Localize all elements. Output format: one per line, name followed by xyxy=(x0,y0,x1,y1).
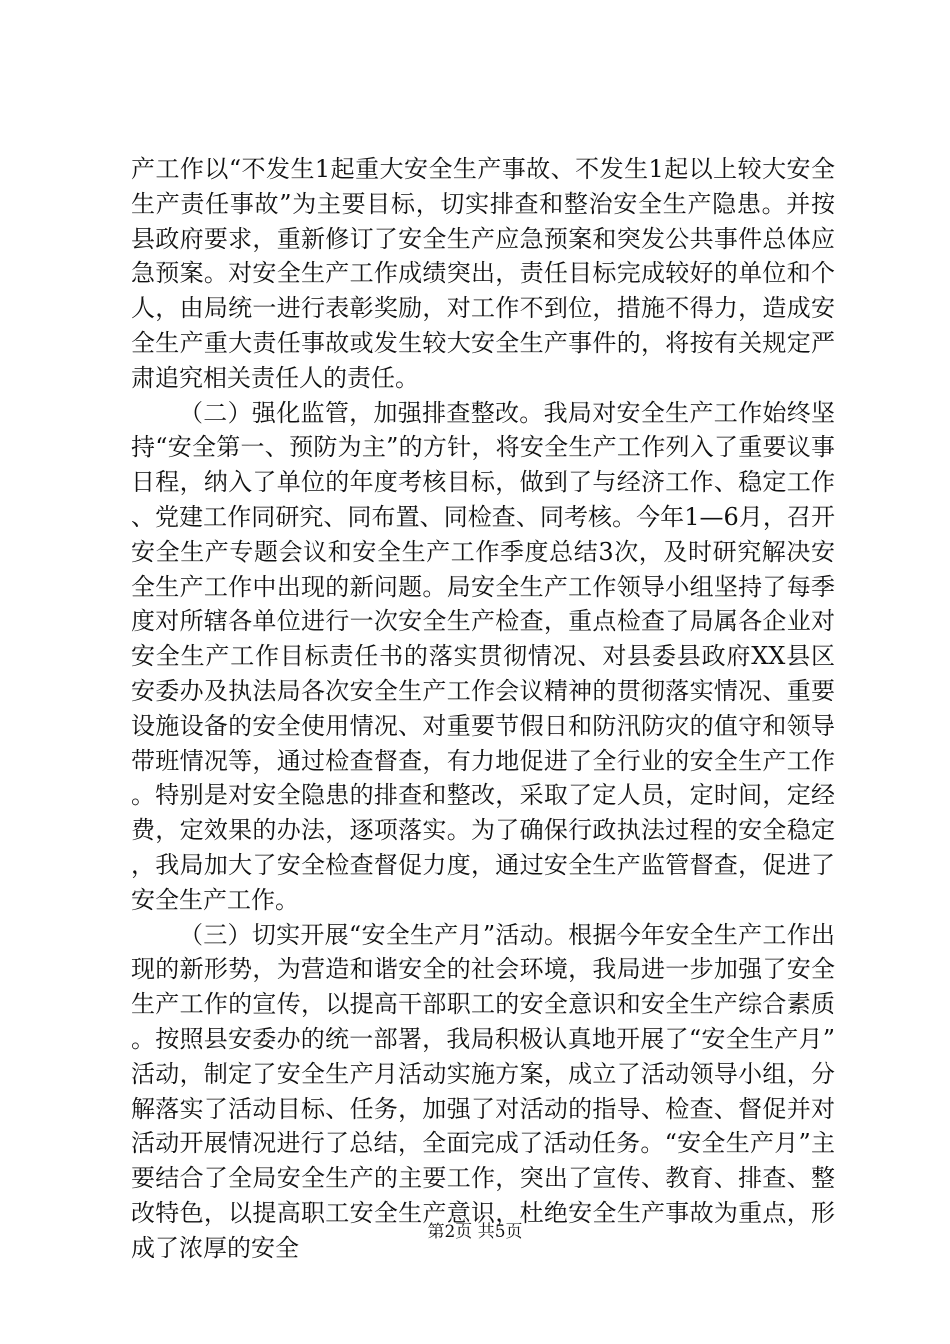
page-footer xyxy=(0,1217,950,1242)
paragraph-1: 产工作以“不发生1起重大安全生产事故、不发生1起以上较大安全生产责任事故”为主要目标，切实排查和整治安全生产隐患。并按县政府要求，重新修订了安全生产应急预案和突发公共事件总体应急预案。对安全生产工作成绩突出，责任目标完成较好的单位和个人，由局统一进行表彰奖励，对工作不到位，措施不得力，造成安全生产重大责任事故或发生较大安全生产事件的，将按有关规定严肃追究相关责任人的责任。 xyxy=(131,155,835,392)
page-number-label: 第2页 共5页 xyxy=(427,1222,523,1242)
document-body xyxy=(131,152,835,1266)
paragraph-2: （二）强化监管，加强排查整改。我局对安全生产工作始终坚持“安全第一、预防为主”的方针，将安全生产工作列入了重要议事日程，纳入了单位的年度考核目标，做到了与经济工作、稳定工作、党建工作同研究、同布置、同检查、同考核。今年1—6月，召开安全生产专题会议和安全生产工作季度总结3次，及时研究解决安全生产工作中出现的新问题。局安全生产工作领导小组坚持了每季度对所辖各单位进行一次安全生产检查，重点检查了局属各企业对安全生产工作目标责任书的落实贯彻情况、对县委县政府XX县区安委办及执法局各次安全生产工作会议精神的贯彻落实情况、重要设施设备的安全使用情况、对重要节假日和防汛防灾的值守和领导带班情况等，通过检查督查，有力地促进了全行业的安全生产工作。特别是对安全隐患的排查和整改，采取了定人员，定时间，定经费，定效果的办法，逐项落实。为了确保行政执法过程的安全稳定，我局加大了安全检查督促力度，通过安全生产监管督查，促进了安全生产工作。 xyxy=(131,398,835,914)
paragraph-3: （三）切实开展“安全生产月”活动。根据今年安全生产工作出现的新形势，为营造和谐安全的社会环境，我局进一步加强了安全生产工作的宣传，以提高干部职工的安全意识和安全生产综合素质。按照县安委办的统一部署，我局积极认真地开展了“安全生产月”活动，制定了安全生产月活动实施方案，成立了活动领导小组，分解落实了活动目标、任务，加强了对活动的指导、检查、督促并对活动开展情况进行了总结，全面完成了活动任务。“安全生产月”主要结合了全局安全生产的主要工作，突出了宣传、教育、排查、整改特色，以提高职工安全生产意识，杜绝安全生产事故为重点，形成了浓厚的安全 xyxy=(131,920,835,1262)
